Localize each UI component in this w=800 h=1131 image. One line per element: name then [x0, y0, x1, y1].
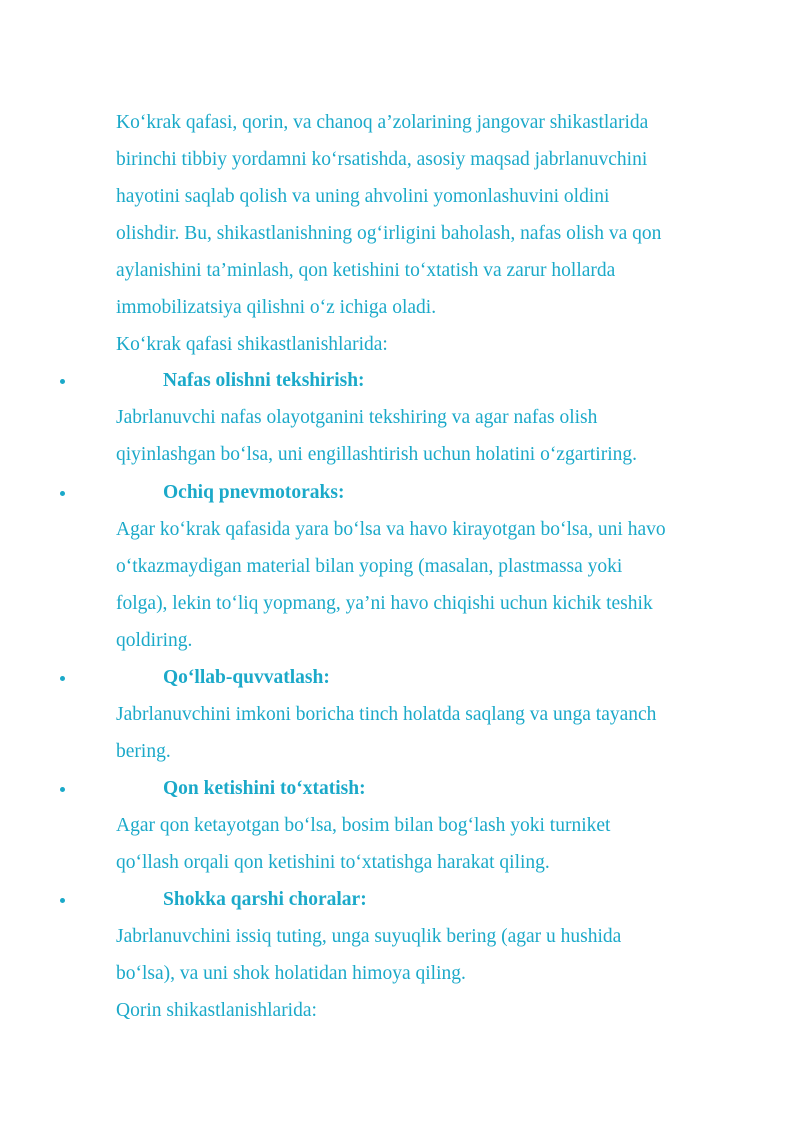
section-line: bering. — [116, 741, 171, 762]
section-line: folga), lekin to‘liq yopmang, ya’ni havo chiqishi uchun kichik teshik — [116, 593, 653, 614]
section-heading: Qo‘llab-quvvatlash: — [163, 667, 330, 688]
section-line: qoldiring. — [116, 630, 193, 651]
section-line: Jabrlanuvchini imkoni boricha tinch holatda saqlang va unga tayanch — [116, 704, 657, 725]
intro-line: birinchi tibbiy yordamni ko‘rsatishda, asosiy maqsad jabrlanuvchini — [116, 149, 648, 170]
section-line: o‘tkazmaydigan material bilan yoping (masalan, plastmassa yoki — [116, 556, 623, 577]
section-heading: Ochiq pnevmotoraks: — [163, 482, 345, 503]
section-line: qo‘llash orqali qon ketishini to‘xtatishga harakat qiling. — [116, 852, 550, 873]
section-heading: Nafas olishni tekshirish: — [163, 370, 365, 391]
bullet-icon — [60, 676, 65, 681]
bullet-icon — [60, 898, 65, 903]
intro-line: immobilizatsiya qilishni o‘z ichiga oladi. — [116, 297, 437, 318]
section-line: Jabrlanuvchini issiq tuting, unga suyuqlik bering (agar u hushida — [116, 926, 622, 947]
section-line: bo‘lsa), va uni shok holatidan himoya qiling. — [116, 963, 466, 984]
bullet-icon — [60, 379, 65, 384]
chest-section-title: Ko‘krak qafasi shikastlanishlarida: — [116, 334, 388, 355]
section-line: Agar ko‘krak qafasida yara bo‘lsa va havo kirayotgan bo‘lsa, uni havo — [116, 519, 666, 540]
section-line: qiyinlashgan bo‘lsa, uni engillashtirish uchun holatini o‘zgartiring. — [116, 444, 637, 465]
abdomen-section-title: Qorin shikastlanishlarida: — [116, 1000, 317, 1021]
intro-line: hayotini saqlab qolish va uning ahvolini yomonlashuvini oldini — [116, 186, 610, 207]
section-heading: Shokka qarshi choralar: — [163, 889, 367, 910]
bullet-icon — [60, 787, 65, 792]
intro-line: olishdir. Bu, shikastlanishning og‘irligini baholash, nafas olish va qon — [116, 223, 662, 244]
section-line: Jabrlanuvchi nafas olayotganini tekshiring va agar nafas olish — [116, 407, 598, 428]
intro-line: aylanishini ta’minlash, qon ketishini to‘xtatish va zarur hollarda — [116, 260, 616, 281]
section-heading: Qon ketishini to‘xtatish: — [163, 778, 366, 799]
intro-line: Ko‘krak qafasi, qorin, va chanoq a’zolarining jangovar shikastlarida — [116, 112, 649, 133]
bullet-icon — [60, 491, 65, 496]
section-line: Agar qon ketayotgan bo‘lsa, bosim bilan bog‘lash yoki turniket — [116, 815, 611, 836]
